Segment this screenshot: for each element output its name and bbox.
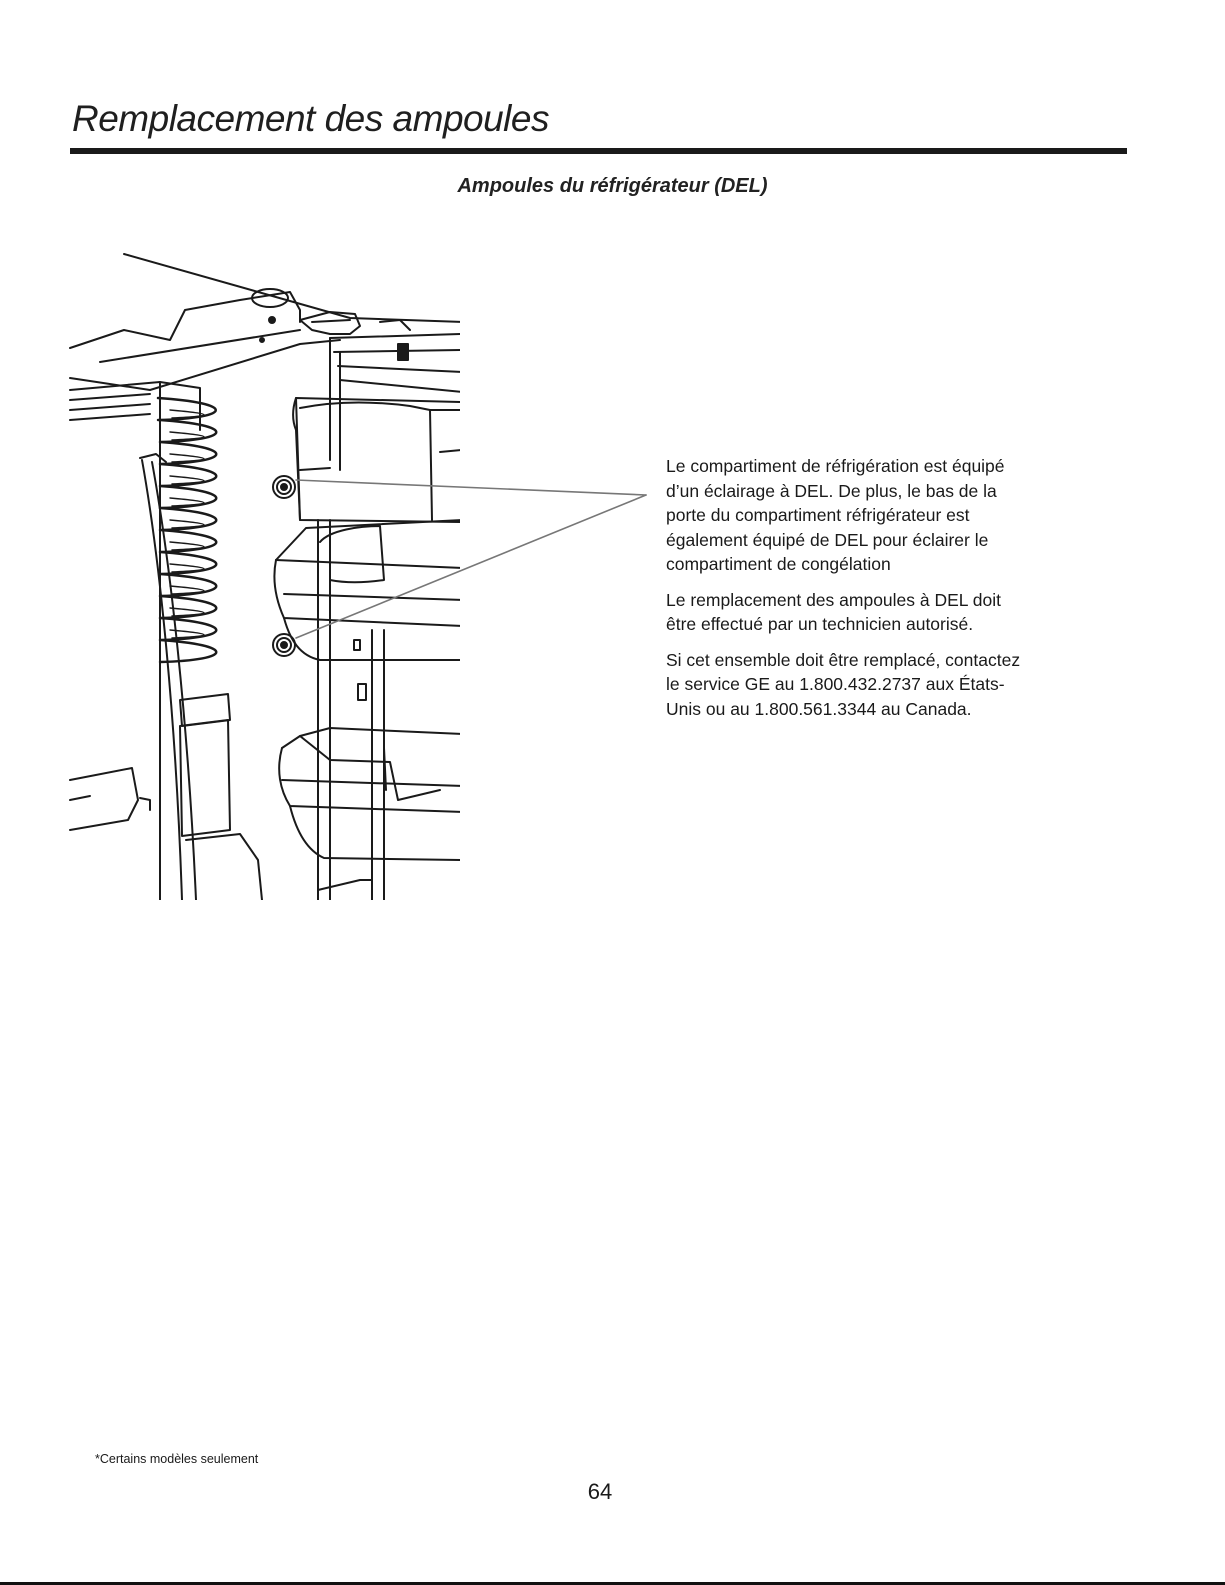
description-text xyxy=(666,454,1026,732)
led-light-lower xyxy=(273,634,295,656)
section-subtitle: Ampoules du réfrigérateur (DEL) xyxy=(457,175,768,197)
title-divider xyxy=(70,148,1127,154)
callout-lines xyxy=(296,480,646,638)
led-light-upper xyxy=(273,476,295,498)
refrigerator-led-diagram xyxy=(0,230,1225,920)
paragraph-led-description: Le compartiment de réfrigération est équipé d’un éclairage à DEL. De plus, le bas de la porte du compartiment réfrigérateur est également équipé de DEL pour éclairer le compartiment de congélation xyxy=(666,456,1005,574)
paragraph-contact: Si cet ensemble doit être remplacé, contactez le service GE au 1.800.432.2737 aux États-Unis ou au 1.800.561.3344 au Canada. xyxy=(666,649,1021,719)
paragraph-technician: Le remplacement des ampoules à DEL doit être effectué par un technicien autorisé. xyxy=(666,589,1001,634)
footnote: *Certains modèles seulement xyxy=(95,1452,259,1466)
page-number: 64 xyxy=(587,1479,613,1504)
refrigerator-drawing xyxy=(70,254,462,900)
page-title: Remplacement des ampoules xyxy=(72,98,549,139)
